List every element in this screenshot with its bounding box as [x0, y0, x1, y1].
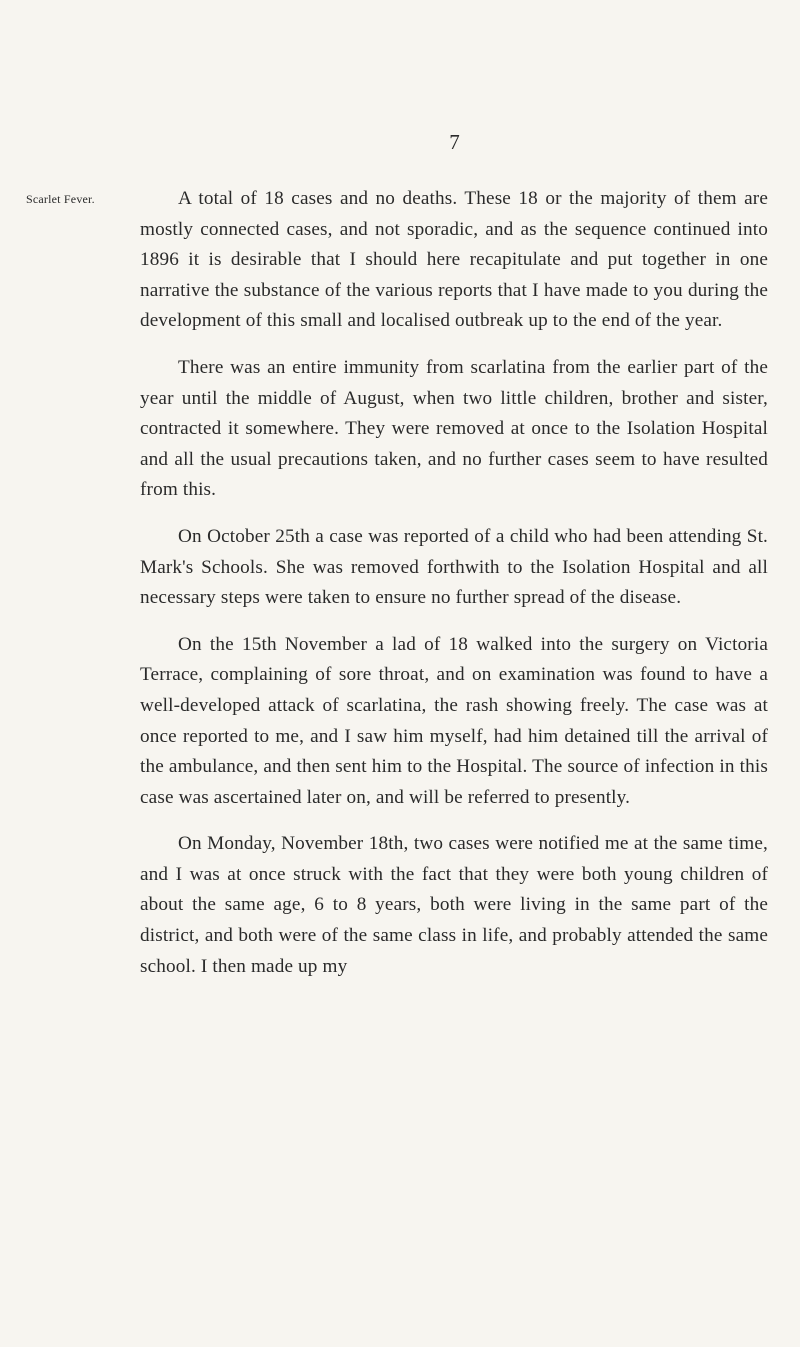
paragraph: On Monday, November 18th, two cases were notified me at the same time, and I was at once struck with the fact that they were both young children of about the same age, 6 to 8 years, both were living in the same part of the district, and both were of the same class in life, and probably attended the same school. I then made up my [140, 833, 768, 977]
body-text [140, 184, 768, 998]
paragraph: There was an entire immunity from scarlatina from the earlier part of the year until the middle of August, when two little children, brother and sister, contracted it somewhere. They were removed at once to the Isolation Hospital and all the usual precautions taken, and no further cases seem to have resulted from this. [140, 356, 768, 501]
page-number: 7 [449, 130, 461, 154]
paragraph: A total of 18 cases and no deaths. These 18 or the majority of them are mostly connected cases, and not sporadic, and as the sequence continued into 1896 it is desirable that I should here recapitulate and put together in one narrative the substance of the various reports that I have made to you during the development of this small and localised outbreak up to the end of the year. [140, 188, 768, 332]
margin-heading: Scarlet Fever. [26, 192, 95, 206]
paragraph: On the 15th November a lad of 18 walked into the surgery on Victoria Terrace, complaining of sore throat, and on examination was found to have a well-developed attack of scarlatina, the rash showing freely. The case was at once reported to me, and I saw him myself, had him detained till the arrival of the ambulance, and then sent him to the Hospital. The source of infection in this case was ascertained later on, and will be referred to presently. [140, 633, 768, 808]
paragraph: On October 25th a case was reported of a child who had been attending St. Mark's Schools. She was removed forthwith to the Isolation Hospital and all necessary steps were taken to ensure no further spread of the disease. [140, 525, 768, 609]
